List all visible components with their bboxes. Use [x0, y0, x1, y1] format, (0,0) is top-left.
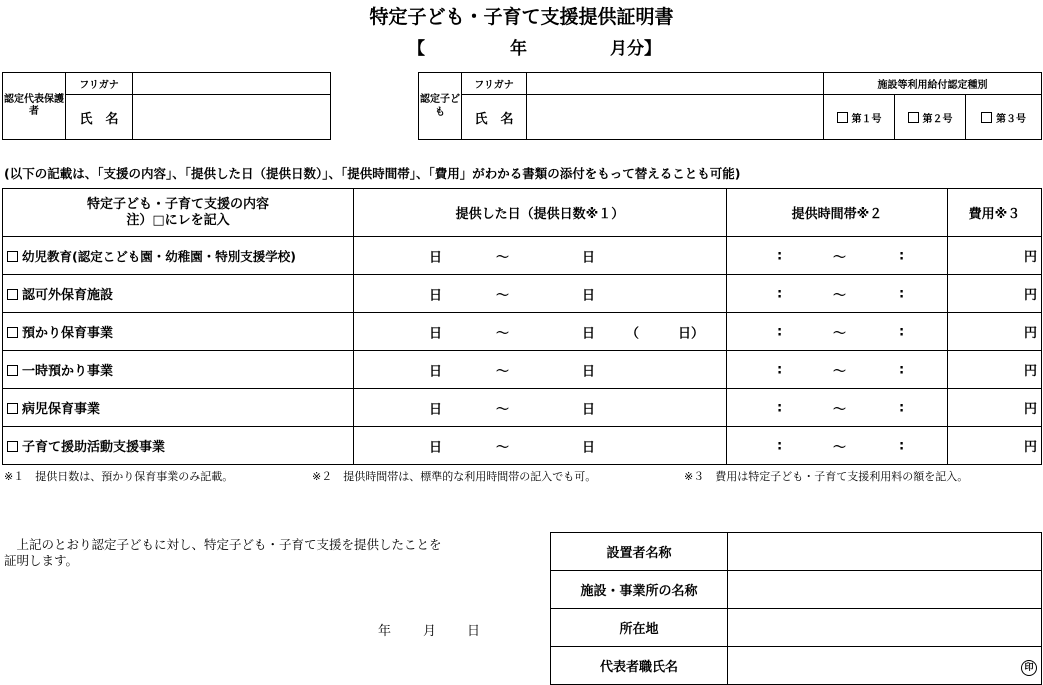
days-cell[interactable]: 日 〜 日	[354, 427, 727, 465]
time-cell[interactable]: : 〜 :	[727, 275, 948, 313]
time-header: 提供時間帯※２	[727, 189, 948, 237]
content-header: 特定子ども・子育て支援の内容 注）□にレを記入	[3, 189, 354, 237]
guardian-furigana-field[interactable]	[133, 73, 331, 95]
guardian-name-label: 氏 名	[66, 95, 133, 140]
page-title: 特定子ども・子育て支援提供証明書	[369, 6, 674, 28]
days-header: 提供した日（提供日数※１）	[354, 189, 727, 237]
table-row	[3, 237, 1042, 275]
provided-days-count[interactable]: （ 日）	[626, 326, 705, 341]
child-furigana-label: フリガナ	[462, 73, 527, 95]
checkbox-icon[interactable]	[7, 327, 18, 338]
benefit-option-3[interactable]: 第３号	[966, 95, 1042, 140]
benefit-type-header: 施設等利用給付認定種別	[824, 73, 1042, 95]
cost-header: 費用※３	[948, 189, 1042, 237]
month-label: 月分】	[610, 39, 661, 59]
table-row	[3, 351, 1042, 389]
provider-field-1[interactable]	[728, 533, 1042, 571]
guardian-label: 認定代表保護者	[3, 73, 66, 140]
row-label[interactable]: 幼児教育(認定こども園・幼稚園・特別支援学校)	[3, 237, 354, 275]
days-cell[interactable]: 日 〜 日	[354, 275, 727, 313]
footnote-3: ※３ 費用は特定子ども・子育て支援利用料の額を記入。	[684, 470, 969, 483]
guardian-table	[2, 72, 331, 140]
child-name-label: 氏 名	[462, 95, 527, 140]
days-cell[interactable]: 日 〜 日	[354, 237, 727, 275]
provider-field-3[interactable]	[728, 609, 1042, 647]
child-furigana-field[interactable]	[527, 73, 824, 95]
checkbox-icon[interactable]	[908, 112, 919, 123]
child-name-field[interactable]	[527, 95, 824, 140]
cert-year-label: 年	[378, 624, 392, 639]
benefit-option-2[interactable]: 第２号	[895, 95, 966, 140]
provider-label-2: 施設・事業所の名称	[551, 571, 728, 609]
days-cell[interactable]: 日 〜 日	[354, 389, 727, 427]
footnote-1: ※１ 提供日数は、預かり保育事業のみ記載。	[4, 470, 234, 483]
cost-cell[interactable]: 円	[948, 313, 1042, 351]
provider-field-2[interactable]	[728, 571, 1042, 609]
table-row	[3, 313, 1042, 351]
time-cell[interactable]: : 〜 :	[727, 427, 948, 465]
month-open-bracket: 【	[408, 39, 425, 59]
cost-cell[interactable]: 円	[948, 275, 1042, 313]
provider-field-4[interactable]	[728, 647, 1042, 685]
row-label[interactable]: 子育て援助活動支援事業	[3, 427, 354, 465]
support-table	[2, 188, 1042, 465]
checkbox-icon[interactable]	[7, 251, 18, 262]
table-row	[3, 427, 1042, 465]
provider-label-1: 設置者名称	[551, 533, 728, 571]
cost-cell[interactable]: 円	[948, 427, 1042, 465]
guardian-furigana-label: フリガナ	[66, 73, 133, 95]
table-row	[3, 275, 1042, 313]
seal-icon: 印	[1021, 660, 1037, 676]
days-cell[interactable]: 日 〜 日	[354, 351, 727, 389]
cost-cell[interactable]: 円	[948, 351, 1042, 389]
days-cell[interactable]: 日 〜 日 （ 日）	[354, 313, 727, 351]
row-label[interactable]: 認可外保育施設	[3, 275, 354, 313]
cert-day-label: 日	[467, 624, 481, 639]
cost-cell[interactable]: 円	[948, 389, 1042, 427]
certification-text: 上記のとおり認定子どもに対し、特定子ども・子育て支援を提供したことを 証明します。	[4, 537, 442, 568]
cert-month-label: 月	[423, 624, 437, 639]
row-label[interactable]: 病児保育事業	[3, 389, 354, 427]
row-label[interactable]: 一時預かり事業	[3, 351, 354, 389]
provider-label-3: 所在地	[551, 609, 728, 647]
provider-table	[550, 532, 1042, 685]
child-label: 認定子ども	[419, 73, 462, 140]
time-cell[interactable]: : 〜 :	[727, 351, 948, 389]
table-row	[3, 389, 1042, 427]
cost-cell[interactable]: 円	[948, 237, 1042, 275]
guardian-name-field[interactable]	[133, 95, 331, 140]
provider-label-4: 代表者職氏名	[551, 647, 728, 685]
year-label: 年	[510, 39, 527, 59]
checkbox-icon[interactable]	[7, 289, 18, 300]
time-cell[interactable]: : 〜 :	[727, 237, 948, 275]
checkbox-icon[interactable]	[7, 403, 18, 414]
child-table	[418, 72, 1042, 140]
footnote-2: ※２ 提供時間帯は、標準的な利用時間帯の記入でも可。	[312, 470, 597, 483]
row-label[interactable]: 預かり保育事業	[3, 313, 354, 351]
checkbox-icon[interactable]	[7, 365, 18, 376]
attachment-note: (以下の記載は、「支援の内容」、「提供した日（提供日数）」、「提供時間帯」、「費用」がわかる書類の添付をもって替えることも可能)	[4, 166, 741, 181]
benefit-option-1[interactable]: 第１号	[824, 95, 895, 140]
time-cell[interactable]: : 〜 :	[727, 313, 948, 351]
checkbox-icon[interactable]	[7, 441, 18, 452]
checkbox-icon[interactable]	[981, 112, 992, 123]
time-cell[interactable]: : 〜 :	[727, 389, 948, 427]
checkbox-icon[interactable]	[837, 112, 848, 123]
